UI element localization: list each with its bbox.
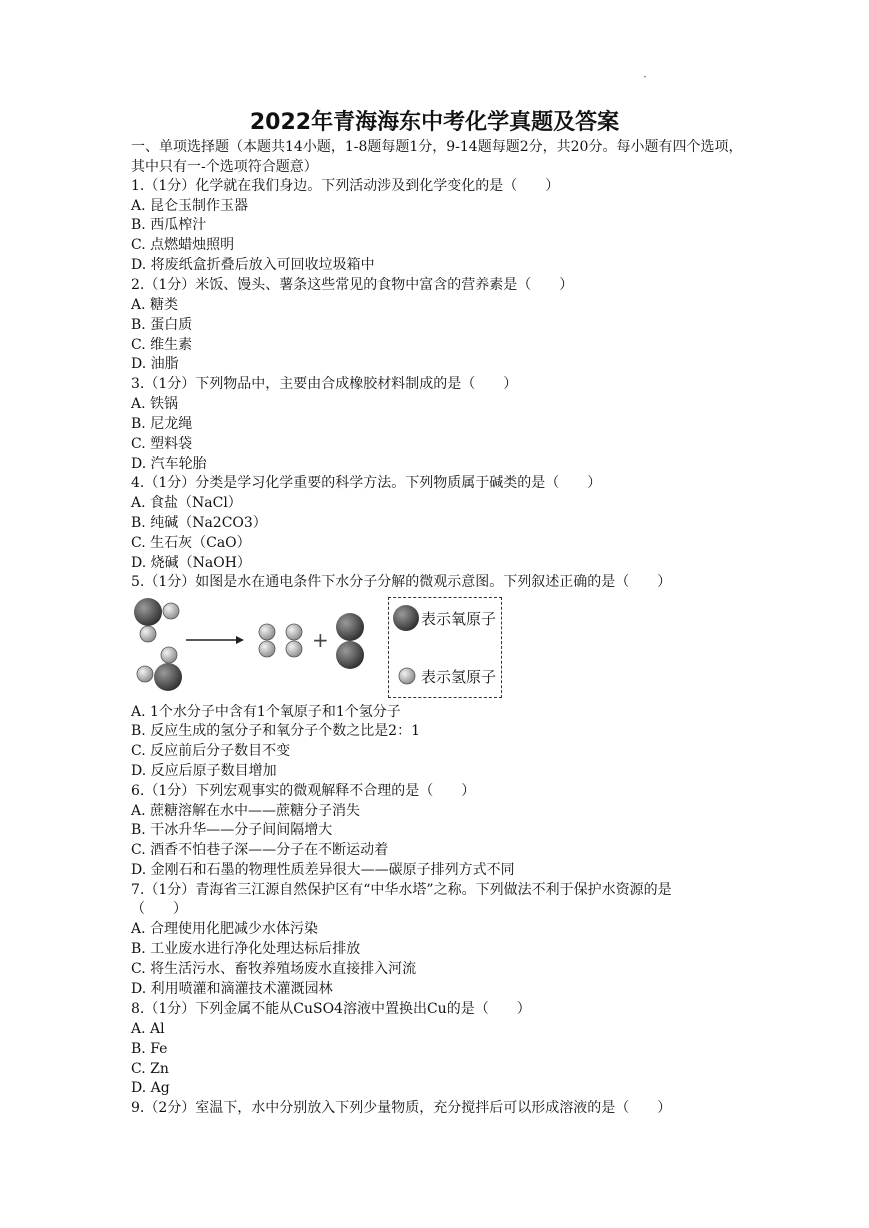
q4-option-a: A. 食盐（NaCl） xyxy=(131,495,242,511)
q8-stem: 8.（1分）下列金属不能从CuSO4溶液中置换出Cu的是（ ） xyxy=(131,1001,531,1017)
q1-option-b: B. 西瓜榨汁 xyxy=(131,217,207,233)
q3-option-b: B. 尼龙绳 xyxy=(131,416,193,432)
q3-option-c: C. 塑料袋 xyxy=(131,436,193,452)
q2-option-b: B. 蛋白质 xyxy=(131,317,193,333)
legend-oxygen-atom-icon xyxy=(391,603,421,633)
q8-option-a: A. Al xyxy=(131,1021,165,1037)
q7-option-c: C. 将生活污水、畜牧养殖场废水直接排入河流 xyxy=(131,961,417,977)
q2-option-a: A. 糖类 xyxy=(131,297,179,313)
hydrogen-atom xyxy=(286,624,302,640)
q7-option-d: D. 利用喷灌和滴灌技术灌溉园林 xyxy=(131,981,333,997)
q2-option-c: C. 维生素 xyxy=(131,337,193,353)
hydrogen-atom xyxy=(163,603,179,619)
q5-option-c: C. 反应前后分子数目不变 xyxy=(131,743,291,759)
q8-option-c: C. Zn xyxy=(131,1061,169,1077)
q5-option-b: B. 反应生成的氢分子和氧分子个数之比是2：1 xyxy=(131,723,421,739)
q8-option-d: D. Ag xyxy=(131,1080,170,1096)
q7-stem: 7.（1分）青海省三江源自然保护区有“中华水塔”之称。下列做法不利于保护水资源的是 xyxy=(131,882,672,898)
q7-option-a: A. 合理使用化肥减少水体污染 xyxy=(131,921,319,937)
q2-option-d: D. 油脂 xyxy=(131,356,179,372)
oxygen-atom xyxy=(134,598,162,626)
q3-option-a: A. 铁锅 xyxy=(131,396,179,412)
q7-stem-continued: （ ） xyxy=(131,901,187,917)
hydrogen-atom xyxy=(161,647,177,663)
hydrogen-atom xyxy=(286,641,302,657)
q3-option-d: D. 汽车轮胎 xyxy=(131,456,207,472)
hydrogen-atom xyxy=(137,666,153,682)
q5-stem: 5.（1分）如图是水在通电条件下水分子分解的微观示意图。下列叙述正确的是（ ） xyxy=(131,574,672,590)
hydrogen-molecule-1 xyxy=(259,624,275,657)
oxygen-atom xyxy=(336,613,364,641)
hydrogen-atom xyxy=(259,624,275,640)
page-title: 2022年青海海东中考化学真题及答案 xyxy=(249,110,620,135)
oxygen-atom xyxy=(154,663,182,691)
q8-option-b: B. Fe xyxy=(131,1041,168,1057)
q1-option-d: D. 将废纸盒折叠后放入可回收垃圾箱中 xyxy=(131,257,375,273)
q7-option-b: B. 工业废水进行净化处理达标后排放 xyxy=(131,941,361,957)
q9-stem: 9.（2分）室温下，水中分别放入下列少量物质，充分搅拌后可以形成溶液的是（ ） xyxy=(131,1100,672,1116)
q6-option-d: D. 金刚石和石墨的物理性质差异很大——碳原子排列方式不同 xyxy=(131,862,515,878)
q3-stem: 3.（1分）下列物品中，主要由合成橡胶材料制成的是（ ） xyxy=(131,376,518,392)
q6-option-b: B. 干冰升华——分子间间隔增大 xyxy=(131,822,333,838)
q6-option-a: A. 蔗糖溶解在水中——蔗糖分子消失 xyxy=(131,803,361,819)
legend-hydrogen-label: 表示氢原子 xyxy=(421,668,497,686)
q4-option-b: B. 纯碱（Na2CO3） xyxy=(131,515,267,531)
q5-option-d: D. 反应后原子数目增加 xyxy=(131,763,277,779)
diagram-legend xyxy=(388,597,502,698)
legend-hydrogen-atom-icon xyxy=(397,666,417,686)
hydrogen-molecule-2 xyxy=(286,624,302,657)
q5-option-a: A. 1个水分子中含有1个氧原子和1个氢分子 xyxy=(131,704,401,720)
q1-option-c: C. 点燃蜡烛照明 xyxy=(131,237,235,253)
q1-option-a: A. 昆仑玉制作玉器 xyxy=(131,198,249,214)
legend-oxygen-label: 表示氧原子 xyxy=(421,610,497,628)
section-intro: 一、单项选择题（本题共14小题，1-8题每题1分，9-14题每题2分，共20分。每小题有四个选项，其中只有一-个选项符合题意） xyxy=(131,139,743,175)
water-molecule-1 xyxy=(134,598,179,642)
q2-stem: 2.（1分）米饭、馒头、薯条这些常见的食物中富含的营养素是（ ） xyxy=(131,277,574,293)
q1-stem: 1.（1分）化学就在我们身边。下列活动涉及到化学变化的是（ ） xyxy=(131,178,560,194)
header-mark: · xyxy=(643,70,647,84)
q6-option-c: C. 酒香不怕巷子深——分子在不断运动着 xyxy=(131,842,389,858)
reaction-arrow xyxy=(186,636,244,644)
hydrogen-atom xyxy=(140,626,156,642)
hydrogen-atom xyxy=(259,641,275,657)
oxygen-atom xyxy=(336,641,364,669)
q6-stem: 6.（1分）下列宏观事实的微观解释不合理的是（ ） xyxy=(131,783,476,799)
water-molecule-2 xyxy=(137,647,182,691)
oxygen-molecule xyxy=(336,613,364,669)
q4-stem: 4.（1分）分类是学习化学重要的科学方法。下列物质属于碱类的是（ ） xyxy=(131,475,602,491)
q4-option-d: D. 烧碱（NaOH） xyxy=(131,555,251,571)
q4-option-c: C. 生石灰（CaO） xyxy=(131,535,251,551)
plus-sign: + xyxy=(312,628,329,652)
